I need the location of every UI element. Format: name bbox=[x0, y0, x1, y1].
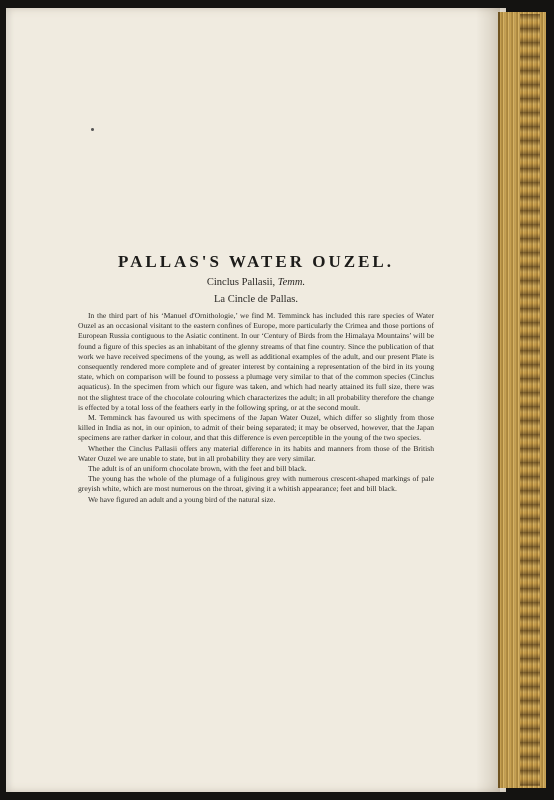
scientific-name-line bbox=[6, 277, 506, 288]
french-name: La Cincle de Pallas. bbox=[214, 294, 298, 305]
scientific-name: Cinclus Pallasii, bbox=[206, 277, 276, 288]
page-curve-shadow bbox=[476, 8, 500, 792]
gilt-edge-pattern bbox=[520, 14, 540, 786]
authority: Temm. bbox=[277, 277, 306, 288]
paragraph-3: Whether the Cinclus Pallasii offers any material difference in its habits and manners from those of the British Water Ouzel we are unable to state, but in all probability they are very similar. bbox=[78, 443, 434, 463]
paragraph-5: The young has the whole of the plumage of a fuliginous grey with numerous crescent-shaped markings of pale greyish white, which are most numerous on the throat, giving it a whitish appearance; feet and bill black. bbox=[78, 474, 434, 494]
page-speck bbox=[91, 128, 94, 131]
article-body bbox=[78, 311, 434, 505]
paragraph-6: We have figured an adult and a young bird of the natural size. bbox=[88, 494, 276, 504]
paragraph-1: In the third part of his ‘Manuel d'Ornithologie,’ we find M. Temminck has included this rare species of Water Ouzel as an occasional visitant to the eastern confines of Europe, more particularly the Crimea and those portions of European Russia contiguous to the Asiatic continent. In our ‘Century of Birds from the Himalaya Mountains’ will be found a figure of this species as an inhabitant of the glenny streams of that fine country. Since the publication of that work we have received specimens of the young, as well as additional examples of the adult, and our present Plate is consequently rendered more complete and of greater interest by containing a representation of the bird in its young state, which on comparison will be found to possess a plumage very similar to that of the common species (Cinclus aquaticus). In the specimen from which our figure was taken, and which had nearly attained its full size, there was not the slightest trace of the chocolate colouring which characterizes the adult; in all probability therefore the change is effected by a total loss of the feathers early in the following spring, or at the second moult. bbox=[78, 311, 434, 412]
paragraph-4: The adult is of an uniform chocolate brown, with the feet and bill black. bbox=[88, 464, 307, 474]
book-page bbox=[6, 8, 506, 792]
page-title: PALLAS'S WATER OUZEL. bbox=[117, 252, 395, 271]
paragraph-2: M. Temminck has favoured us with specimens of the Japan Water Ouzel, which differ so slightly from those killed in India as not, in our opinion, to admit of their being separated; it may be observed, however, that the Japan specimens are rather darker in colour, and that this difference is even perceptible in the young of the two species. bbox=[78, 413, 434, 443]
